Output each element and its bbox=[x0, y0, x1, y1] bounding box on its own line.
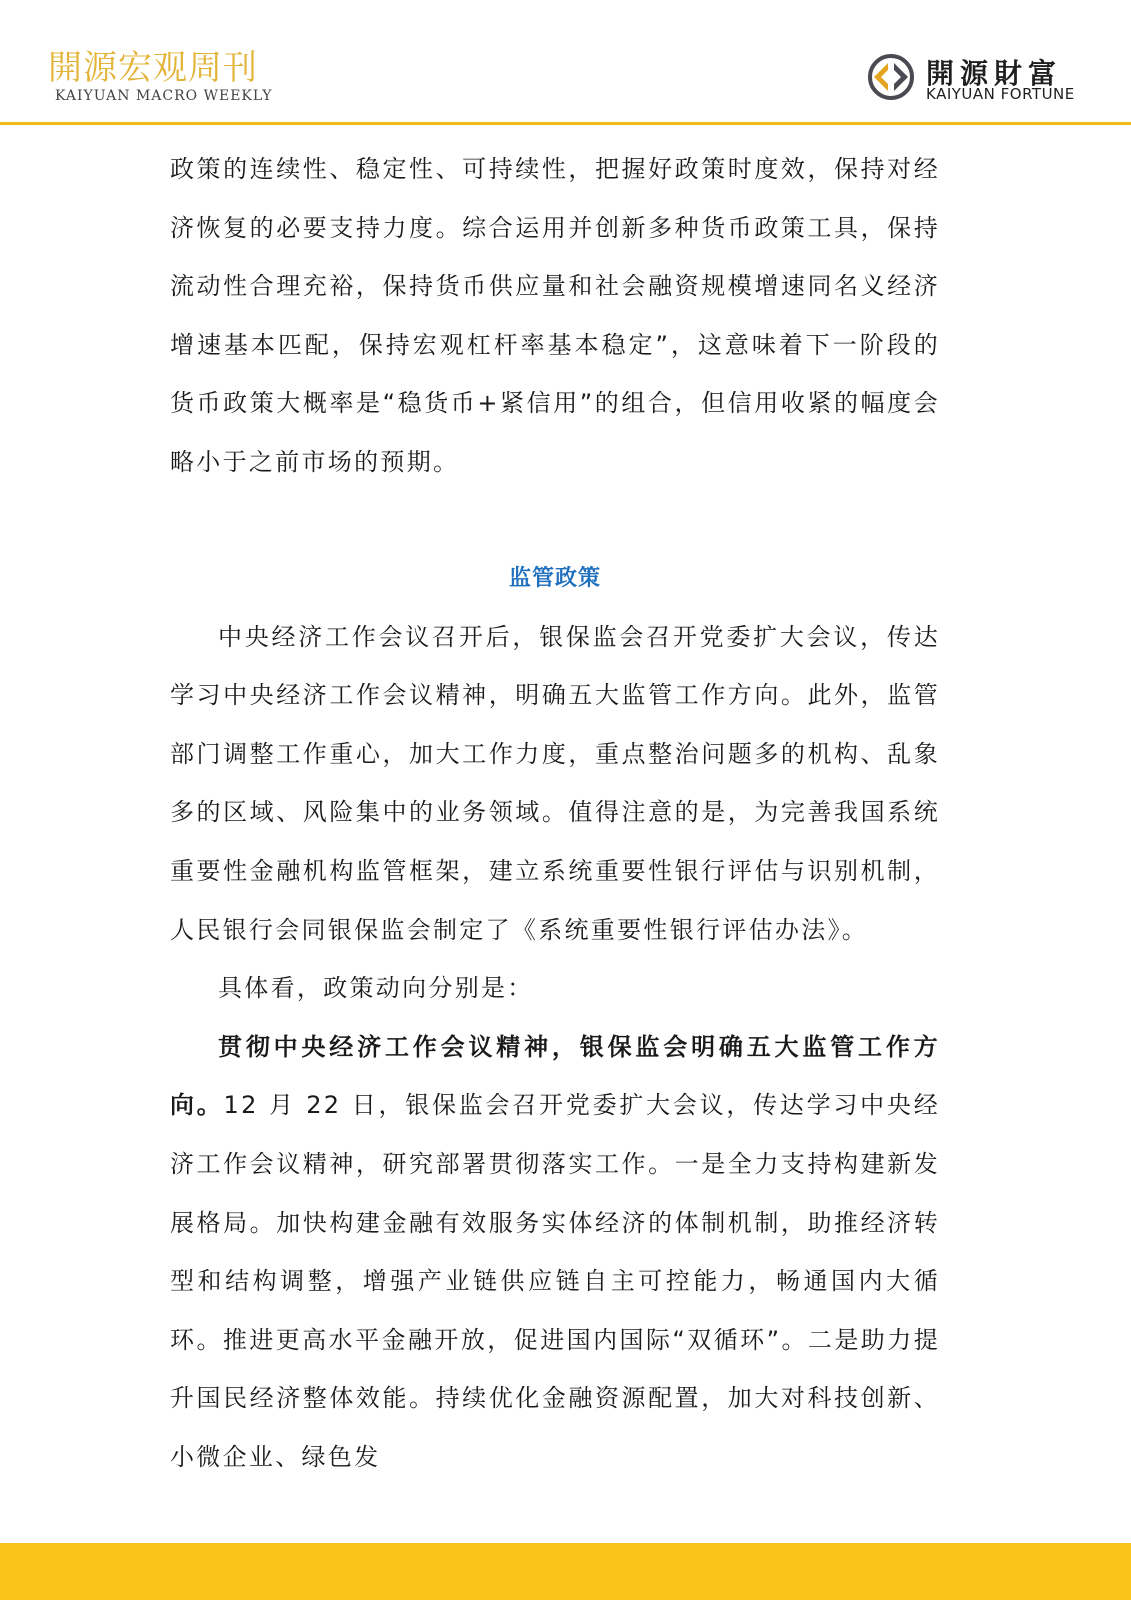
bold-lead-sentence: 贯彻中央经济工作会议精神，银保监会明确五大监管工作方向。 bbox=[170, 1032, 940, 1120]
section-heading: 监管政策 bbox=[508, 565, 601, 591]
publication-title: 開源宏观周刊 bbox=[48, 48, 258, 88]
continued-paragraph: 政策的连续性、稳定性、可持续性，把握好政策时度效，保持对经济恢复的必要支持力度。综合运用并创新多种货币政策工具，保持流动性合理充裕，保持货币供应量和社会融资规模增速同名义经济增速基本匹配，保持宏观杠杆率基本稳定”，这意味着下一阶段的货币政策大概率是“稳货币+紧信用”的组合，但信用收紧的幅度会略小于之前市场的预期。 bbox=[170, 155, 940, 476]
logo-english-name: KAIYUAN FORTUNE bbox=[926, 85, 1075, 103]
logo-mark-icon bbox=[866, 52, 916, 102]
footer-bar bbox=[0, 1543, 1131, 1600]
publication-subtitle: KAIYUAN MACRO WEEKLY bbox=[55, 88, 273, 104]
section-spacer bbox=[170, 492, 940, 550]
paragraph-cbirc-meeting-text: 12 月 22 日，银保监会召开党委扩大会议，传达学习中央经济工作会议精神，研究部署贯彻落实工作。一是全力支持构建新发展格局。加快构建金融有效服务实体经济的体制机制，助推经济转型和结构调整，增强产业链供应链自主可控能力，畅通国内大循环。推进更高水平金融开放，促进国内国际“双循环”。二是助力提升国民经济整体效能。持续优化金融资源配置，加大对科技创新、小微企业、绿色发 bbox=[170, 1091, 940, 1471]
paragraph-regulatory-overview: 中央经济工作会议召开后，银保监会召开党委扩大会议，传达学习中央经济工作会议精神，明确五大监管工作方向。此外，监管部门调整工作重心，加大工作力度，重点整治问题多的机构、乱象多的区域、风险集中的业务领域。值得注意的是，为完善我国系统重要性金融机构监管框架，建立系统重要性银行评估与识别机制，人民银行会同银保监会制定了《系统重要性银行评估办法》。 bbox=[170, 622, 940, 944]
paragraph-policy-intro: 具体看，政策动向分别是： bbox=[218, 974, 534, 1003]
article-body bbox=[170, 140, 940, 1486]
header-divider bbox=[0, 122, 1131, 125]
page-header bbox=[0, 0, 1131, 124]
kaiyuan-fortune-logo bbox=[866, 52, 1096, 104]
logo-chinese-name: 開源財富 bbox=[926, 57, 1063, 90]
paragraph-cbirc-meeting bbox=[170, 1018, 940, 1487]
